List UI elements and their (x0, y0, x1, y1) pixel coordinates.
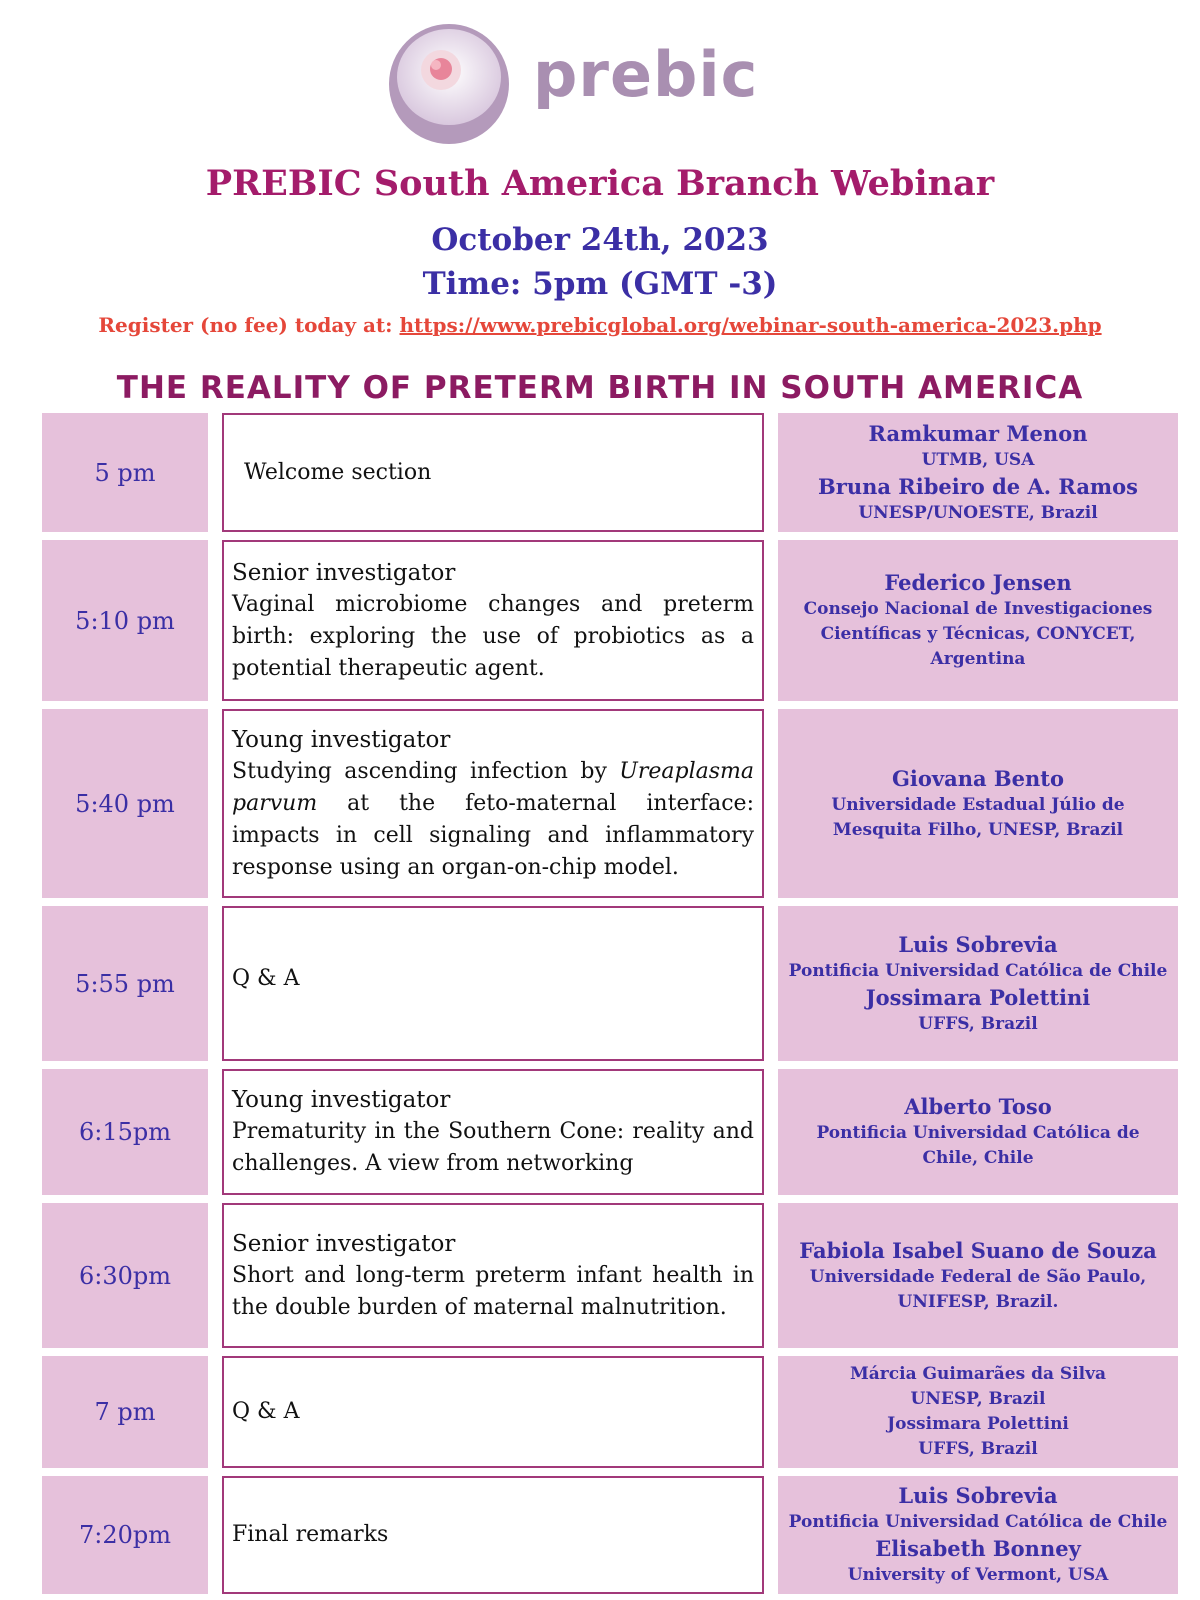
speaker-affiliation: UTMB, USA (921, 449, 1035, 470)
speaker-name: Alberto Toso (904, 1094, 1052, 1119)
speaker-name: Luis Sobrevia (898, 1483, 1058, 1508)
page-title: PREBIC South America Branch Webinar (205, 163, 995, 204)
time-cell: 6:15pm (42, 1069, 208, 1195)
time-cell: 7 pm (42, 1356, 208, 1468)
session-description: Q & A (232, 965, 300, 991)
time-cell: 5:10 pm (42, 540, 208, 701)
time-cell: 5:55 pm (42, 906, 208, 1061)
register-label: Register (no fee) today at: (98, 313, 400, 337)
session-description: Short and long-term preterm infant health in the double burden of maternal malnutrition. (232, 1262, 754, 1320)
register-line (0, 313, 1200, 337)
session-cell (222, 1356, 764, 1468)
speaker-cell (778, 1476, 1178, 1594)
session-description: Welcome section (244, 459, 432, 485)
program-subtitle: THE REALITY OF PRETERM BIRTH IN SOUTH AMERICA (116, 370, 1084, 406)
speaker-affiliation: Universidade Federal de São Paulo, UNIFESP, Brazil. (809, 1266, 1147, 1312)
speaker-affiliation: UFFS, Brazil (918, 1013, 1038, 1034)
session-cell (222, 906, 764, 1061)
speaker-name: Jossimara Polettini (887, 1414, 1069, 1434)
speaker-affiliation: Universidade Estadual Júlio de Mesquita Filho, UNESP, Brazil (831, 794, 1125, 840)
speaker-name: Jossimara Polettini (865, 984, 1091, 1010)
session-role: Young investigator (232, 726, 451, 753)
prebic-logo (385, 22, 759, 150)
speaker-cell (778, 906, 1178, 1061)
register-link[interactable]: https://www.prebicglobal.org/webinar-south-america-2023.php (399, 313, 1102, 337)
speaker-affiliation: UNESP, Brazil (910, 1389, 1046, 1409)
description-text: Studying ascending infection by (232, 758, 620, 784)
speaker-name: Márcia Guimarães da Silva (849, 1364, 1107, 1384)
fetus-in-circle-icon (385, 22, 519, 150)
session-cell (222, 709, 764, 898)
speaker-name: Ramkumar Menon (868, 420, 1088, 446)
session-cell (222, 413, 764, 532)
speaker-name: Elisabeth Bonney (875, 1536, 1081, 1561)
speaker-name: Luis Sobrevia (898, 931, 1058, 957)
session-cell (222, 1069, 764, 1195)
event-date: October 24th, 2023 (431, 222, 769, 258)
speaker-affiliation: Pontificia Universidad Católica de Chile, Chile (816, 1123, 1140, 1168)
session-cell (222, 1203, 764, 1348)
speaker-affiliation: Pontificia Universidad Católica de Chile (788, 960, 1168, 981)
species-name: Ureaplasma parvum (232, 758, 754, 816)
session-description: Final remarks (232, 1522, 389, 1547)
session-role: Senior investigator (232, 559, 456, 586)
session-cell (222, 540, 764, 701)
speaker-affiliation: Consejo Nacional de Investigaciones Científicas y Técnicas, CONYCET, Argentina (803, 599, 1153, 669)
speaker-cell (778, 540, 1178, 701)
session-description: Prematurity in the Southern Cone: reality and challenges. A view from networking (232, 1119, 754, 1176)
logo-text: prebic (533, 38, 759, 111)
session-cell (222, 1476, 764, 1594)
speaker-cell (778, 1356, 1178, 1468)
time-cell: 7:20pm (42, 1476, 208, 1594)
session-role: Young investigator (232, 1087, 451, 1113)
speaker-affiliation: UFFS, Brazil (918, 1439, 1038, 1459)
session-description: Vaginal microbiome changes and preterm birth: exploring the use of probiotics as a potential therapeutic agent. (232, 591, 754, 681)
speaker-cell (778, 413, 1178, 532)
session-description: Q & A (232, 1399, 300, 1424)
description-text: at the feto-maternal interface: impacts in cell signaling and inflammatory response using an organ-on-chip model. (232, 790, 754, 880)
speaker-name: Giovana Bento (892, 765, 1064, 791)
time-cell: 6:30pm (42, 1203, 208, 1348)
speaker-affiliation: UNESP/UNOESTE, Brazil (858, 502, 1098, 523)
speaker-cell (778, 1203, 1178, 1348)
speaker-cell (778, 709, 1178, 898)
speaker-name: Bruna Ribeiro de A. Ramos (818, 473, 1138, 499)
session-role: Senior investigator (232, 1230, 456, 1257)
speaker-name: Fabiola Isabel Suano de Souza (799, 1237, 1157, 1263)
speaker-cell (778, 1069, 1178, 1195)
time-cell: 5:40 pm (42, 709, 208, 898)
time-cell: 5 pm (42, 413, 208, 532)
speaker-affiliation: Pontificia Universidad Católica de Chile (788, 1512, 1168, 1532)
speaker-name: Federico Jensen (884, 570, 1072, 595)
event-time: Time: 5pm (GMT -3) (422, 266, 778, 302)
session-description (232, 756, 754, 884)
speaker-affiliation: University of Vermont, USA (847, 1565, 1109, 1585)
